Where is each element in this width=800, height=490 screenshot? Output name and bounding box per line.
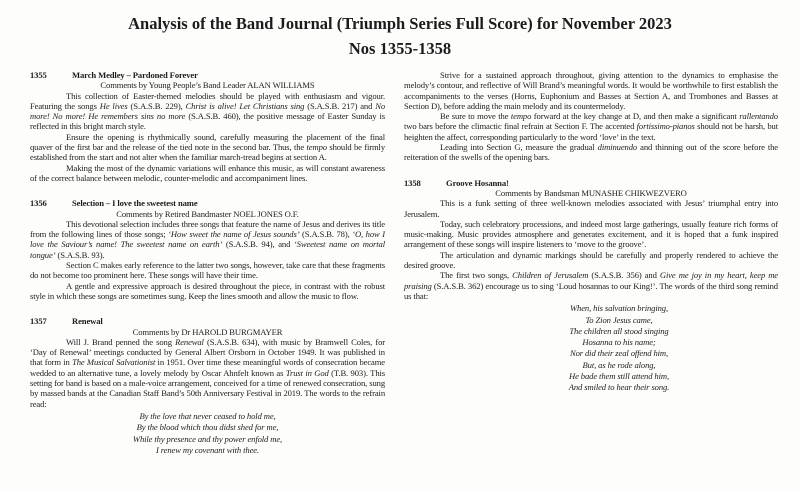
italic-run: ‘O, how I love the Saviour’s name! The sweetest name on earth’ xyxy=(30,229,385,250)
byline: Comments by Dr HAROLD BURGMAYER xyxy=(132,326,283,337)
verse-line: By the blood which thou didst shed for me, xyxy=(136,422,279,433)
italic-run: ‘How sweet the name of Jesus sounds’ xyxy=(168,229,300,240)
paragraph: Today, such celebratory processions, and indeed most large gatherings, usually feature rich forms of music-making. Music provides atmosphere and generates excitement, and it is hoped that a funk inspired arrangement of these songs will inspire listeners to ‘move to the groove’. xyxy=(404,218,778,250)
section-title: Selection – I love the sweetest name xyxy=(72,198,198,209)
section-title: Renewal xyxy=(72,316,103,327)
paragraph: Ensure the opening is rhythmically sound, carefully measuring the placement of the final quaver of the first bar and the release of the tied note in the second bar. Thus, the tempo should be firmly established from the start and not alter when the familiar march-tread begins at section A. xyxy=(30,131,385,163)
italic-run: The Musical Salvationist xyxy=(72,357,156,368)
two-column-body xyxy=(0,70,800,456)
section-title: March Medley – Pardoned Forever xyxy=(72,70,198,80)
column-left xyxy=(30,70,385,456)
italic-run: He lives xyxy=(99,100,128,111)
verse-line: But, as he rode along, xyxy=(582,359,656,370)
title-line-2: Nos 1355-1358 xyxy=(348,39,452,58)
italic-run: tempo xyxy=(510,111,532,122)
section-heading xyxy=(30,70,385,80)
byline: Comments by Young People’s Band Leader ALAN WILLIAMS xyxy=(100,80,315,91)
verse-line: To Zion Jesus came, xyxy=(585,314,653,325)
paragraph: A gentle and expressive approach is desired throughout the piece, in contrast with the robust style in which these songs are sometimes sung. Keep the lines smooth and allow the music to flow. xyxy=(30,280,385,301)
section-title: Groove Hosanna! xyxy=(446,177,509,188)
italic-run: Children of Jerusalem xyxy=(512,270,589,281)
verse-line: The children all stood singing xyxy=(569,325,669,336)
page-title xyxy=(0,0,800,61)
section-heading xyxy=(30,316,385,326)
italic-run: Trust in God xyxy=(285,367,329,378)
paragraph: Will J. Brand penned the song Renewal (S.A.S.B. 634), with music by Bramwell Coles, for ‘Day of Renewal’ meetings conducted by General Albert Orsborn in October 1949. It was published in that form in The Musical Salvationist in 1951. Over time these meaningful words of consecration became wedded to an alternative tune, a lovely melody by Oscar Ahnfelt known as Trust in God (T.B. 903). This setting for band is based on a male-voice arrangement, conceived for a time of renewed consecration, sung by massed bands at the Canadian Staff Band’s 50th Anniversary Festival in 2019. The words to the refrain read: xyxy=(30,336,385,409)
byline: Comments by Retired Bandmaster NOEL JONES O.F. xyxy=(116,208,299,219)
paragraph: This devotional selection includes three songs that feature the name of Jesus and derives its title from the following lines of those songs; ‘How sweet the name of Jesus sounds’ (S.A.S.B. 78), ‘O, how I love the Saviour’s name! The sweetest name on earth’ (S.A.S.B. 94), and ‘Sweetest name on mortal tongue’ (S.A.S.B. 93). xyxy=(30,218,385,260)
italic-run: ‘Sweetest name on mortal tongue’ xyxy=(30,239,385,260)
column-right xyxy=(404,70,778,456)
section-number: 1357 xyxy=(30,316,47,327)
italic-run: Renewal xyxy=(175,336,204,347)
italic-run: Christ is alive! Let Christians sing xyxy=(185,100,305,111)
section-heading xyxy=(30,198,385,208)
paragraph: Be sure to move the tempo forward at the key change at D, and then make a significant rallentando two bars before the climactic final refrain at Section F. The accented fortissimo-pianos should not be harsh, but heighten the affect, corresponding particularly to the word ‘love’ in the text. xyxy=(404,111,778,142)
section-number: 1356 xyxy=(30,198,47,209)
verse-line: When, his salvation bringing, xyxy=(570,303,668,314)
section-number: 1358 xyxy=(404,177,421,188)
italic-run: diminuendo xyxy=(597,142,638,153)
verse xyxy=(404,303,778,393)
verse-line: I renew my covenant with thee. xyxy=(156,444,259,455)
paragraph: The articulation and dynamic markings should be carefully and properly rendered to achieve the desired groove. xyxy=(404,249,778,271)
italic-run: No more! No more! He remembers sins no more xyxy=(30,100,385,122)
paragraph: The first two songs, Children of Jerusalem (S.A.S.B. 356) and Give me joy in my heart, keep me praising (S.A.S.B. 362) encourage us to sing ‘Loud hosannas to our King!’. The words of the third song remind us that: xyxy=(404,270,779,301)
byline: Comments by Bandsman MUNASHE CHIKWEZVERO xyxy=(495,187,687,198)
verse-line: Hosanna to his name; xyxy=(582,337,656,348)
italic-run: fortissimo-pianos xyxy=(636,121,695,132)
verse-line: And smiled to hear their song. xyxy=(568,382,670,393)
section-heading xyxy=(404,178,778,188)
section-number: 1355 xyxy=(30,70,47,80)
paragraph: Strive for a sustained approach throughout, giving attention to the dynamics to emphasise the melody’s contour, and reflective of Will Brand’s meaningful words. It would be worthwhile to first establish the accompaniments to the verses (Horns, Euphonium and Basses at Section A, and Trombones and Basses at Section D), before adding the main melody and its countermelody. xyxy=(404,70,778,111)
italic-run: tempo xyxy=(306,142,327,153)
title-line-1: Analysis of the Band Journal (Triumph Series Full Score) for November 2023 xyxy=(128,14,672,33)
verse-line: Nor did their zeal offend him, xyxy=(569,348,669,359)
paragraph: Leading into Section G, measure the gradual diminuendo and thinning out of the score before the reiteration of the swells of the opening bars. xyxy=(404,142,778,163)
verse-line: He bade them still attend him, xyxy=(569,371,669,382)
verse-line: By the love that never ceased to hold me, xyxy=(139,410,276,421)
verse-line: While thy presence and thy power enfold me, xyxy=(132,433,283,444)
paragraph: Section C makes early reference to the latter two songs, however, take care that these fragments do not become too prominent here. These songs will have their time. xyxy=(30,260,385,281)
italic-run: Give me joy in my heart, keep me praising xyxy=(404,270,779,291)
paragraph: Making the most of the dynamic variations will enhance this music, as will constant awareness of the correct balance between melodic, counter-melodic and accompaniment lines. xyxy=(30,162,385,183)
paragraph: This is a funk setting of three well-known melodies associated with Jesus’ triumphal entry into Jerusalem. xyxy=(404,198,778,219)
italic-run: rallentando xyxy=(739,111,778,122)
paragraph: This collection of Easter-themed melodies should be played with enthusiasm and vigour. Featuring the songs He lives (S.A.S.B. 229), Christ is alive! Let Christians sing (S.A.S.B. 217) and No more! No more! He remembers sins no more (S.A.S.B. 460), the positive message of Easter Sunday is reflected in this bright march style. xyxy=(30,90,385,132)
verse xyxy=(30,411,385,456)
